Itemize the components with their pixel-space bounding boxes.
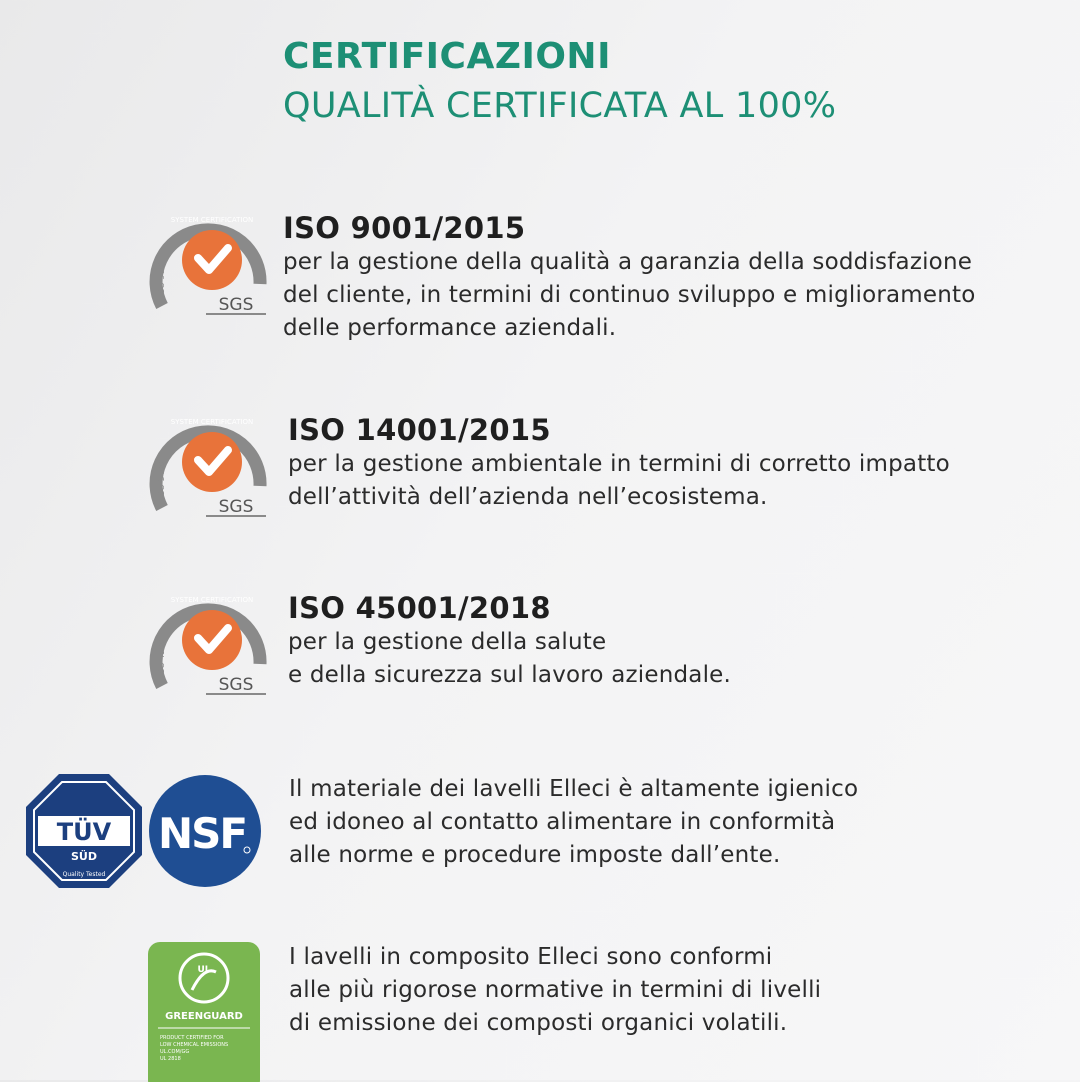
cert-description-line: per la gestione della salute <box>288 629 607 655</box>
cert-iso-45001 <box>288 590 731 692</box>
sgs-arc-text: SYSTEM CERTIFICATION <box>170 216 254 224</box>
nsf-description-line: alle norme e procedure imposte dall’ente. <box>289 842 781 868</box>
sgs-arc-text: SYSTEM CERTIFICATION <box>170 596 254 604</box>
nsf-description-line: Il materiale dei lavelli Elleci è altamente igienico <box>289 776 859 802</box>
greenguard-description-line: alle più rigorose normative in termini di livelli <box>289 977 822 1003</box>
sgs-arc-text: SYSTEM CERTIFICATION <box>170 418 254 426</box>
cert-title: ISO 45001/2018 <box>288 591 551 625</box>
tuv-sub-text: SÜD <box>71 850 97 863</box>
cert-description-line: del cliente, in termini di continuo sviluppo e miglioramento <box>283 282 976 308</box>
sgs-side-text: ISO 9001 <box>157 259 166 296</box>
cert-description <box>288 448 950 514</box>
greenguard-fine-print: PRODUCT CERTIFIED FOR <box>160 1035 224 1041</box>
greenguard-description-line: di emissione dei composti organici volatili. <box>289 1010 788 1036</box>
greenguard-monogram: UL <box>197 965 211 975</box>
nsf-description-line: ed idoneo al contatto alimentare in conformità <box>289 809 836 835</box>
tuv-sud-icon <box>24 772 144 890</box>
sgs-brand-text: SGS <box>218 675 254 695</box>
cert-description-line: per la gestione della qualità a garanzia della soddisfazione <box>283 249 973 275</box>
nsf-section <box>289 773 858 872</box>
sgs-certification-icon <box>148 206 268 316</box>
page-subtitle: QUALITÀ CERTIFICATA AL 100% <box>283 86 837 126</box>
nsf-description <box>289 773 858 872</box>
sgs-certification-icon <box>148 408 268 518</box>
cert-description <box>283 246 976 345</box>
sgs-side-text: ISO 14001 <box>157 456 166 498</box>
cert-title: ISO 9001/2015 <box>283 211 526 245</box>
greenguard-icon <box>148 942 260 1082</box>
greenguard-section <box>289 941 821 1040</box>
greenguard-description-line: I lavelli in composito Elleci sono conformi <box>289 944 773 970</box>
cert-description-line: per la gestione ambientale in termini di corretto impatto <box>288 451 950 477</box>
cert-title: ISO 14001/2015 <box>288 413 551 447</box>
sgs-side-text: ISO 45001 <box>157 634 166 676</box>
sgs-certification-icon <box>148 586 268 696</box>
greenguard-description <box>289 941 821 1040</box>
cert-description-line: delle performance aziendali. <box>283 315 617 341</box>
greenguard-fine-print: UL 2818 <box>160 1056 181 1062</box>
sgs-brand-text: SGS <box>218 497 254 517</box>
cert-iso-9001 <box>283 210 976 345</box>
nsf-brand-text: NSF <box>157 809 247 858</box>
cert-description-line: e della sicurezza sul lavoro aziendale. <box>288 662 732 688</box>
page-title: CERTIFICAZIONI <box>283 36 611 77</box>
nsf-icon <box>148 774 262 888</box>
greenguard-brand-text: GREENGUARD <box>165 1011 243 1022</box>
tuv-small-text: Quality Tested <box>62 871 106 878</box>
sgs-brand-text: SGS <box>218 295 254 315</box>
cert-description <box>288 626 731 692</box>
greenguard-fine-print: UL.COM/GG <box>160 1049 190 1055</box>
cert-iso-14001 <box>288 412 950 514</box>
cert-description-line: dell’attività dell’azienda nell’ecosistema. <box>288 484 768 510</box>
tuv-brand-text: TÜV <box>56 818 112 846</box>
greenguard-fine-print: LOW CHEMICAL EMISSIONS <box>160 1042 229 1048</box>
header <box>283 36 836 128</box>
